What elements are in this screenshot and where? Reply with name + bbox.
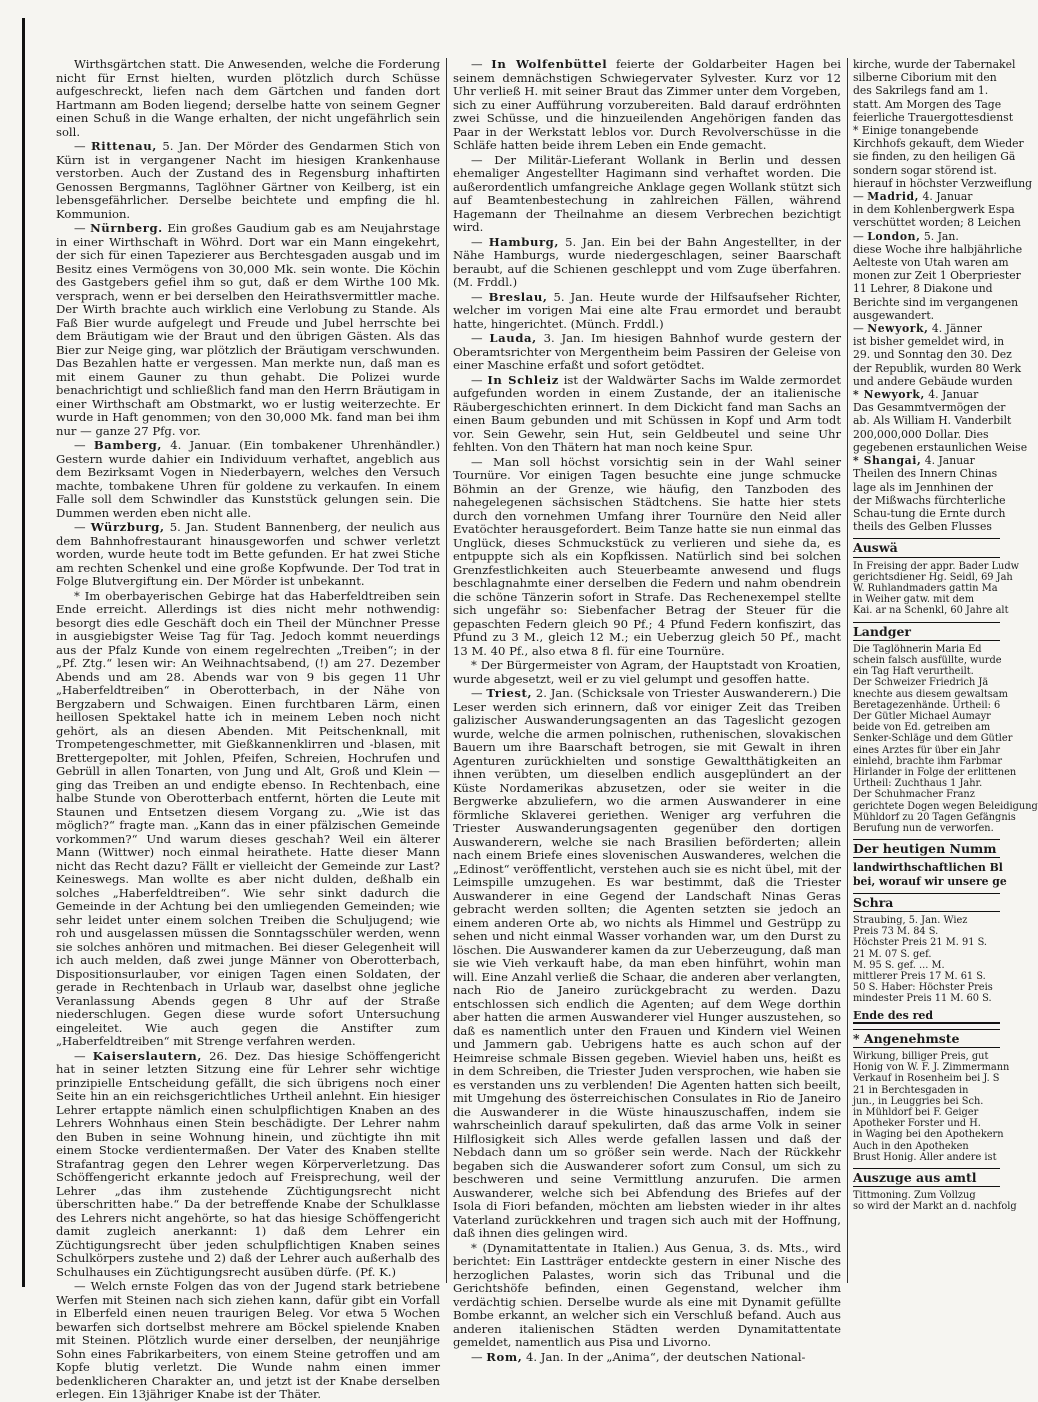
text-line: M. 95 S. gef. ... M. — [853, 959, 945, 971]
article: * (Dynamitattentate in Italien.) Aus Genua, 3. ds. Mts., wird berichtet: Ein Lastträger entdeckte gestern in einer Nische des herzoglichen Palastes, worin sich das Tribunal und die Gerichtshöfe befinden, einen Gegenstand, welcher ihm verdächtig schien. Derselbe wurde als eine mit Dynamit gefüllte Bombe erkannt, an welcher sich ein Verschluß befand. Auch aus anderen italienischen Städten werden Dynamitattentate gemeldet, namentlich aus Pisa und Livorno. — [453, 1240, 841, 1349]
text-line: Das Gesammtvermögen der — [853, 401, 1006, 415]
text-line: mittlerer Preis 17 M. 61 S. — [853, 971, 986, 983]
text-line: und andere Gebäude wurden — [853, 374, 1013, 388]
text-line: Schau-tung die Ernte durch — [853, 506, 1006, 520]
text-line: der Republik, wurden 80 Werk — [853, 361, 1022, 375]
text-line: gerichtsdiener Hg. Seidl, 69 Jah — [853, 571, 1013, 583]
text-line: Mühldorf zu 20 Tagen Gefängnis — [853, 811, 1016, 823]
text-line: Berufung nun de verworfen. — [853, 822, 994, 834]
article: — Würzburg, 5. Jan. Student Bannenberg, der neulich aus dem Bahnhofrestaurant hinausgeworfen und schwer verletzt worden, wurde heute todt im Bette gefunden. Er hat zwei Stiche am rechten Schenkel und eine große Kopfwunde. Der Tod trat in Folge Blutvergiftung ein. Der Mörder ist unbekannt. — [56, 520, 441, 588]
article: — In Schleiz ist der Waldwärter Sachs im Walde zermordet aufgefunden worden in einem Zustande, der an italienische Räubergeschichten erinnert. In dem Dickicht fand man Sachs an einen Baum gebunden und mit Schüssen in Kopf und Arm todt vor. Sein Gewehr, sein Hut, sein Geldbeutel und seine Uhr fehlten. Von den Thätern hat man noch keine Spur. — [453, 372, 842, 454]
text-line: Honig von W. F. J. Zimmermann — [853, 1062, 1010, 1074]
text-line: des Sakrilegs fand am 1. — [853, 84, 989, 98]
section-end: Ende des red — [853, 1009, 1000, 1024]
text-line: Hirlander in Folge der erlittenen — [853, 766, 1017, 778]
text-line: Der Gütler Michael Aumayr — [853, 710, 991, 722]
text-line: in Weiher gatw. mit dem — [853, 594, 974, 606]
text-line: sie finden, zu den heiligen Gä — [853, 150, 1016, 164]
article: * Im oberbayerischen Gebirge hat das Haberfeldtreiben sein Ende erreicht. Allerdings ist dies nicht mehr nothwendig: besorgt dies edle Geschäft doch ein Theil der Münchner Presse in ausgiebigster Weise Tag für Tag. Jedoch kommt neuerdings aus der Pfalz Kunde von einem regelrechten „Treiben“; in der „Pf. Ztg.“ lesen wir: An Weihnachtsabend, (!) am 27. Dezember Abends und am 28. Abends war von 9 bis gegen 11 Uhr „Haberfeldtreiben“ in Oberotterbach, in der Nähe von Bergzabern und Schwaigen. Einen furchtbaren Lärm, einen heillosen Spektakel hatte ich in meinem Leben noch nicht gehört, als an diesen Abenden. Mit Peitschenknall, mit Trompetengeschmetter, mit Gießkannenklirren und -blasen, mit Brettergepolter, mit Johlen, Pfeifen, Schreien, Hochrufen und Gebrüll in allen Tonarten, von Jung und Alt, Groß und Klein — ging das Treiben an und endigte ebenso. In Rechtenbach, eine halbe Stunde von Oberotterbach entfernt, hörten die Leute mit Staunen und Entsetzen diesem Vorgang zu. „Wie ist das möglich?“ fragte man. „Kann das in einer pfälzischen Gemeinde vorkommen?“ Und warum dieses geschah? Weil ein älterer Mann (Wittwer) noch einmal heirathete. Hatte dieser Mann nicht das Recht dazu? Fällt er vielleicht der Gemeinde zur Last? Keineswegs. Man wollte es aber nicht dulden, deßhalb ein solches „Haberfeldtreiben“. Wie sehr sinkt dadurch die Gemeinde in der Achtung bei den umliegenden Gemeinden; wie sehr leidet unter einem solchen Treiben die Schuljugend; wie roh und ausgelassen müssen die Sonntagsschüler werden, wenn sie solches anhören und mitmachen. Bei dieser Gelegenheit will ich auch melden, daß zwei junge Männer von Oberotterbach, Dispositionsurlauber, vor einigen Tagen einen Soldaten, der gerade in Rechtenbach in Urlaub war, daselbst ohne jegliche Veranlassung Abends gegen 8 Uhr auf der Straße niederschlugen. Gegen diese wurde sofort Untersuchung eingeleitet. Wie auch gegen die Anstifter zum „Haberfeldtreiben“ mit Strenge verfahren werden. — [56, 588, 440, 1048]
text-line: feierliche Trauergottesdienst — [853, 110, 1014, 124]
text-line: lage als im Jennhinen der — [853, 480, 993, 494]
text-line: diese Woche ihre halbjährliche — [853, 242, 1023, 256]
text-line: Straubing, 5. Jan. Wiez — [853, 915, 968, 926]
text-line: * Shangai, 4. Januar — [853, 454, 975, 468]
text-line: Kai. ar na Schenkl, 60 Jahre alt — [853, 605, 1009, 617]
article: — Der Militär-Lieferant Wollank in Berlin und dessen ehemaliger Angestellter Hagimann sind verhaftet worden. Die außerordentlich umfangreiche Anklage gegen Wollank stützt sich auf Beamtenbestechung in zahlreichen Fällen, während Hagemann der Theilnahme an diesem Verbrechen bezichtigt wird. — [453, 152, 841, 234]
text-line: — Newyork, 4. Jänner — [853, 322, 982, 336]
text-line: beide von Ed. getreiben am — [853, 722, 991, 734]
article: — Triest, 2. Jan. (Schicksale von Triester Auswanderern.) Die Leser werden sich erinnern, daß vor einiger Zeit das Treiben galizischer Auswanderungsagenten an das Tageslicht gezogen wurde, welche die armen polnischen, ruthenischen, slovakischen Bauern um ihre Baarschaft betrogen, sie mit Gewalt in ihren Agenturen zurückhielten und sonstige Gewaltthätigkeiten an ihnen verübten, um dieselben endlich ausgeplündert an der Küste Nordamerikas abzusetzen, oder sie weiter in die Bergwerke abzuliefern, wo die armen Auswanderer in eine förmliche Sklaverei geriethen. Weniger arg verfuhren die Triester Auswanderungsagenten gegenüber den dortigen Auswanderern, welche sie nach Brasilien beförderten; allein nach einem Briefe eines slovenischen Auswanderes, welchen die „Edinost“ veröffentlicht, verstehen auch sie es nicht übel, mit der Leimspille umzugehen. Es war bestimmt, daß die Triester Auswanderer in eine Gegend der Landschaft Ninas Geras gebracht werden sollten; die Agenten setzten sie jedoch an einem anderen Orte ab, wo nichts als Himmel und Gestrüpp zu sehen und nicht einmal Wasser vorhanden war, um den Durst zu löschen. Die Auswanderer kamen da zur Ueberzeugung, daß man sie wie Vieh verkauft habe, da man eben hinführt, wohin man will. Eine Anzahl verließ die Schaar, die anderen aber verlangten, nach Rio de Janeiro zurückgebracht zu werden. Dazu entschlossen sich endlich die Agenten; auf dem Wege dorthin aber hatten die armen Auswanderer viel Hunger auszustehen, so daß es namentlich unter den Frauen und Kindern viel Weinen und Jammern gab. Uebrigens hatte es auch schon auf der Heimreise schmale Bissen gegeben. Wieviel haben uns, heißt es in dem Schreiben, die Triester Juden versprochen, wie haben sie es verstanden uns zu verblenden! Die Agenten hatten sich beeilt, mit Umgehung des österreichischen Consulates in Rio de Janeiro die Auswanderer in die Wüste hinauszuschaffen, indem sie wahrscheinlich darauf spekulirten, daß das arme Volk in seiner Hilflosigkeit sich Alles werde gefallen lassen und daß der Nebdach dann um so größer sein werde. Nach der Rückkehr begaben sich die Auswanderer sofort zum Consul, um sich zu beschweren und seine Vermittlung anzurufen. Die armen Auswanderer, welche sich bei Abfendung des Briefes auf der Isola di Fiori befanden, möchten am liebsten wieder in ihr altes Vaterland zurückkehren und tragen sich auch mit der Hoffnung, daß ihnen dies gelingen wird. — [453, 686, 842, 1240]
text-line: Die Taglöhnerin Maria Ed — [853, 643, 982, 655]
text-line: silberne Ciborium mit den — [853, 71, 997, 85]
text-line: einlehd, brachte ihm Farbmar — [853, 755, 1003, 767]
text-line: Auch in den Apotheken — [853, 1140, 969, 1152]
text-line: ab. Als William H. Vanderbilt — [853, 414, 1012, 428]
text-line: der Mißwachs fürchterliche — [853, 493, 1006, 507]
text-line: monen zur Zeit 1 Oberpriester — [853, 269, 1021, 283]
section-heading: * Angenehmste — [853, 1029, 1000, 1048]
text-line: statt. Am Morgen des Tage — [853, 97, 1002, 111]
text-line: Berichte sind im vergangenen — [853, 295, 1019, 309]
text-line: Tittmoning. Zum Vollzug — [853, 1190, 976, 1202]
section-heading: Landger — [853, 622, 1000, 641]
text-line: ein Tag Haft verurtheilt. — [853, 666, 974, 678]
text-line: 21 in Berchtesgaden in — [853, 1084, 969, 1096]
text-line: Senker-Schläge und dem Gütler — [853, 733, 1013, 745]
text-line: Kirchhofs gekauft, dem Wieder — [853, 137, 1024, 151]
text-line: in Mühldorf bei F. Geiger — [853, 1107, 979, 1119]
text-line: Preis 73 M. 84 S. — [853, 926, 939, 938]
text-line: schein falsch ausfüllte, wurde — [853, 654, 1002, 666]
text-line: * Newyork, 4. Januar — [853, 388, 979, 402]
text-line: in Waging bei den Apothekern — [853, 1129, 1004, 1141]
section-heading: Der heutigen Numm — [853, 839, 1000, 858]
section-heading: Auszuge aus amtl — [853, 1168, 1000, 1187]
text-line: so wird der Markt an d. nachfolg — [853, 1201, 1017, 1213]
article: — In Wolfenbüttel feierte der Goldarbeiter Hagen bei seinem demnächstigen Schwiegervater Sylvester. Kurz vor 12 Uhr verließ H. mit seiner Braut das Zimmer unter dem Vorgeben, sich zu einer Aufführung vorzubereiten. Bald darauf erdröhnten zwei Schüsse, und die hinzueilenden Angehörigen fanden das Paar in der Werkstatt leblos vor. Durch Revolverschüsse in die Schläfe hatten beide ihrem Leben ein Ende gemacht. — [453, 57, 841, 152]
article: — Welch ernste Folgen das von der Jugend stark betriebene Werfen mit Steinen nach sich ziehen kann, dafür gibt ein Vorfall in Elberfeld einen neuen traurigen Beleg. Vor etwa 5 Wochen bewarfen sich dortselbst mehrere am Böckel spielende Knaben mit Steinen. Plötzlich wurde einer derselben, der neunjährige Sohn eines Fabrikarbeiters, von einem Steine getroffen und am Kopfe blutig verletzt. Die Wunde nahm einen immer bedenklicheren Charakter an, und jetzt ist der Knabe derselben erlegen. Ein 13jähriger Knabe ist der Thäter. — [56, 1279, 440, 1401]
text-line: Brust Honig. Aller andere ist — [853, 1151, 997, 1163]
text-line: Aelteste von Utah waren am — [853, 256, 1009, 270]
text-line: Höchster Preis 21 M. 91 S. — [853, 937, 988, 949]
text-line: Wirkung, billiger Preis, gut — [853, 1051, 989, 1063]
text-line: — Madrid, 4. Januar — [853, 190, 973, 204]
text-line: in dem Kohlenbergwerk Espa — [853, 203, 1015, 217]
column-left — [56, 57, 441, 1401]
text-line: eines Arztes für über ein Jahr — [853, 744, 1001, 756]
text-line: 11 Lehrer, 8 Diakone und — [853, 282, 993, 296]
article: — Nürnberg. Ein großes Gaudium gab es am Neujahrstage in einer Wirthschaft in Wöhrd. Dort war ein Mann eingekehrt, der sich für einen Tapezierer aus Berchtesgaden ausgab und im Besitz eines Vermögens von 30,000 Mk. sein wonte. Die Köchin des Gastgebers gefiel ihm so gut, daß er dem Wirthe 100 Mk. versprach, wenn er bei derselben den Heirathsvermittler mache. Der Wirth brachte auch wirklich eine Verlobung zu Stande. Als Faß Bier wurde aufgelegt und Freude und Jubel herrschte bei dem Bräutigam wie der Braut und den übrigen Gästen. Als das Bier zur Neige ging, war plötzlich der Bräutigam verschwunden. Das Bezahlen hatte er vergessen. Man merkte nun, daß man es mit einem Gauner zu thun gehabt. Die Polizei wurde benachrichtigt und schließlich fand man den Herrn Bräutigam in einer Wirthschaft am Obstmarkt, wo er lustig weiterzechte. Er wurde in Haft genommen; von den 30,000 Mk. fand man bei ihm nur — ganze 27 Pfg. vor. — [56, 221, 441, 438]
text-line: Apotheker Forster und H. — [853, 1118, 981, 1130]
article: — Hamburg, 5. Jan. Ein bei der Bahn Angestellter, in der Nähe Hamburgs, wurde niedergeschlagen, seiner Baarschaft beraubt, auf die Schienen geschleppt und vom Zuge überfahren. (M. Frddl.) — [453, 234, 842, 289]
text-line: sondern sogar störend ist. — [853, 163, 997, 177]
text-line: Der Schuhmacher Franz — [853, 789, 975, 801]
article: — Rom, 4. Jan. In der „Anima“, der deutschen National- — [471, 1349, 806, 1364]
text-line: ausgewandert. — [853, 308, 935, 322]
text-line: knechte aus diesem gewaltsam — [853, 688, 1008, 700]
text-line: 50 S. Haber: Höchster Preis — [853, 982, 993, 994]
article: * Der Bürgermeister von Agram, der Hauptstadt von Kroatien, wurde abgesetzt, weil er zu viel gelumpt und gesoffen hatte. — [453, 658, 841, 686]
column-middle — [453, 57, 842, 1364]
section-heading: Schra — [853, 893, 1000, 912]
column-rule — [446, 58, 447, 1283]
text-line: gerichtete Dogen wegen Beleidigung — [853, 800, 1038, 812]
text-line: 200,000,000 Dollar. Dies — [853, 427, 989, 441]
article: — Rittenau, 5. Jan. Der Mörder des Gendarmen Stich von Kürn ist in vergangener Nacht im hiesigen Krankenhause verstorben. Auch der Zustand des in Regensburg inhaftirten Genossen Bergmanns, Taglöhner Gärtner von Keilberg, ist ein lebensgefährlicher. Derselbe beichtete und empfing die hl. Kommunion. — [56, 139, 440, 221]
text-line: — London, 5. Jan. — [853, 229, 959, 243]
text-line: 29. und Sonntag den 30. Dez — [853, 348, 1012, 362]
text-line: Der Schweizer Friedrich Jä — [853, 677, 989, 689]
text-line: gegebenen erstaunlichen Weise — [853, 440, 1028, 454]
text-line: landwirthschaftlichen Bl — [853, 861, 1003, 875]
article: Wirthsgärtchen statt. Die Anwesenden, welche die Forderung nicht für Ernst hielten, wurden plötzlich durch Schüsse aufgeschreckt, liefen nach dem Gärtchen und fanden dort Hartmann am Boden liegend; derselbe hatte von seinem Gegner einen Schuß in die Wange erhalten, der nicht ungefährlich sein soll. — [56, 57, 440, 139]
text-line: In Freising der appr. Bader Ludw — [853, 560, 1020, 572]
page-border-left — [22, 18, 25, 1287]
article: — Man soll höchst vorsichtig sein in der Wahl seiner Tournüre. Vor einigen Tagen besuchte eine junge schmucke Böhmin an der Grenze, wie häufig, den Tanzboden des nahegelegenen sächsischen Städtchens. Sie hatte hier stets durch den vornehmen Umfang ihrer Tournüre den Neid aller Evatöchter herausgefordert. Beim Tanze hatte sie nun einmal das Unglück, dieses Schmuckstück zu verlieren und siehe da, es entpuppte sich als ein Kopfkissen. Natürlich sind bei solchen Grenzfestlichkeiten auch Steuerbeamte anwesend und flugs beschlagnahmte einer derselben die Federn und nahm obendrein die schöne Tänzerin sofort in Strafe. Das Rechenexempel stellte sich ungefähr so: Siebenfacher Betrag der Steuer für die gepaschten Federn gleich 90 Pf.; 4 Pfund Federn konfiszirt, das Pfund zu 3 M., gleich 12 M.; ein Ueberzug gleich 50 Pf., macht 13 M. 40 Pf., also etwa 8 fl. für eine Tournüre. — [453, 454, 841, 658]
text-line: Beretagezenhände. Urtheil: 6 — [853, 699, 1001, 711]
column-right — [853, 58, 1038, 1281]
article: — Kaiserslautern, 26. Dez. Das hiesige Schöffengericht hat in seiner letzten Sitzung eine für Lehrer sehr wichtige prinzipielle Entscheidung gefällt, die sich übrigens noch einer Seite hin an ein reichsgerichtliches Urtheil anlehnt. Ein hiesiger Lehrer ertappte nämlich einen schulpflichtigen Knaben an des Lehrers Wohnhaus einen Stein beschädigte. Der Lehrer nahm den Buben in seine Wohnung hinein, und züchtigte ihn mit einem Stocke verdientermaßen. Der Vater des Knaben stellte Strafantrag gegen den Lehrer wegen Körperverletzung. Das Schöffengericht erkannte jedoch auf Freisprechung, weil der Lehrer „das ihm zustehende Züchtigungsrecht nicht überschritten habe.“ Da der betreffende Knabe der Schulklasse des Lehrers nicht angehörte, so hat das hiesige Schöffengericht damit zugleich anerkannt: 1) daß dem Lehrer ein Züchtigungsrecht über jeden schulpflichtigen Knaben seines Schulkörpers zustehe und 2) daß der Lehrer auch außerhalb des Schulhauses ein Züchtigungsrecht ausüben dürfe. (Pf. K.) — [56, 1048, 440, 1279]
section-heading: Auswä — [853, 538, 1000, 557]
article: — Lauda, 3. Jan. Im hiesigen Bahnhof wurde gestern der Oberamtsrichter von Mergentheim beim Passiren der Geleise von einer Maschine erfaßt und sofort getödtet. — [453, 331, 842, 372]
text-line: hierauf in höchster Verzweiflung — [853, 176, 1033, 190]
text-line: W. Ruhlandmaders gattin Ma — [853, 582, 998, 594]
article: — Bamberg, 4. Januar. (Ein tombakener Uhrenhändler.) Gestern wurde dahier ein Individuum verhaftet, angeblich aus dem Bezirksamt Vogen in Niederbayern, welches den Versuch machte, tombakene Uhren für goldene zu verkaufen. In einem Falle soll dem Schwindler das Kunststück gelungen sein. Die Dummen werden eben nicht alle. — [56, 438, 441, 520]
article: — Breslau, 5. Jan. Heute wurde der Hilfsaufseher Richter, welcher im vorigen Mai eine alte Frau ermordet und beraubt hatte, hingerichtet. (Münch. Frddl.) — [453, 289, 842, 331]
text-line: jun., in Leuggries bei Sch. — [853, 1095, 984, 1107]
text-line: Urtheil: Zuchthaus 1 Jahr. — [853, 778, 983, 790]
text-line: bei, worauf wir unsere ge — [853, 874, 1007, 888]
text-line: Verkauf in Rosenheim bei J. S — [853, 1073, 1000, 1085]
text-line: kirche, wurde der Tabernakel — [853, 58, 1016, 71]
text-line: ist bisher gemeldet wird, in — [853, 335, 1005, 349]
text-line: theils des Gelben Flusses — [853, 520, 992, 534]
text-line: 21 M. 07 S. gef. — [853, 948, 932, 960]
column-rule — [847, 58, 848, 1283]
text-line: mindester Preis 11 M. 60 S. — [853, 993, 992, 1005]
text-line: * Einige tonangebende — [853, 124, 979, 138]
text-line: verschüttet worden; 8 Leichen — [853, 216, 1021, 230]
text-line: Theilen des Innern Chinas — [853, 467, 998, 481]
